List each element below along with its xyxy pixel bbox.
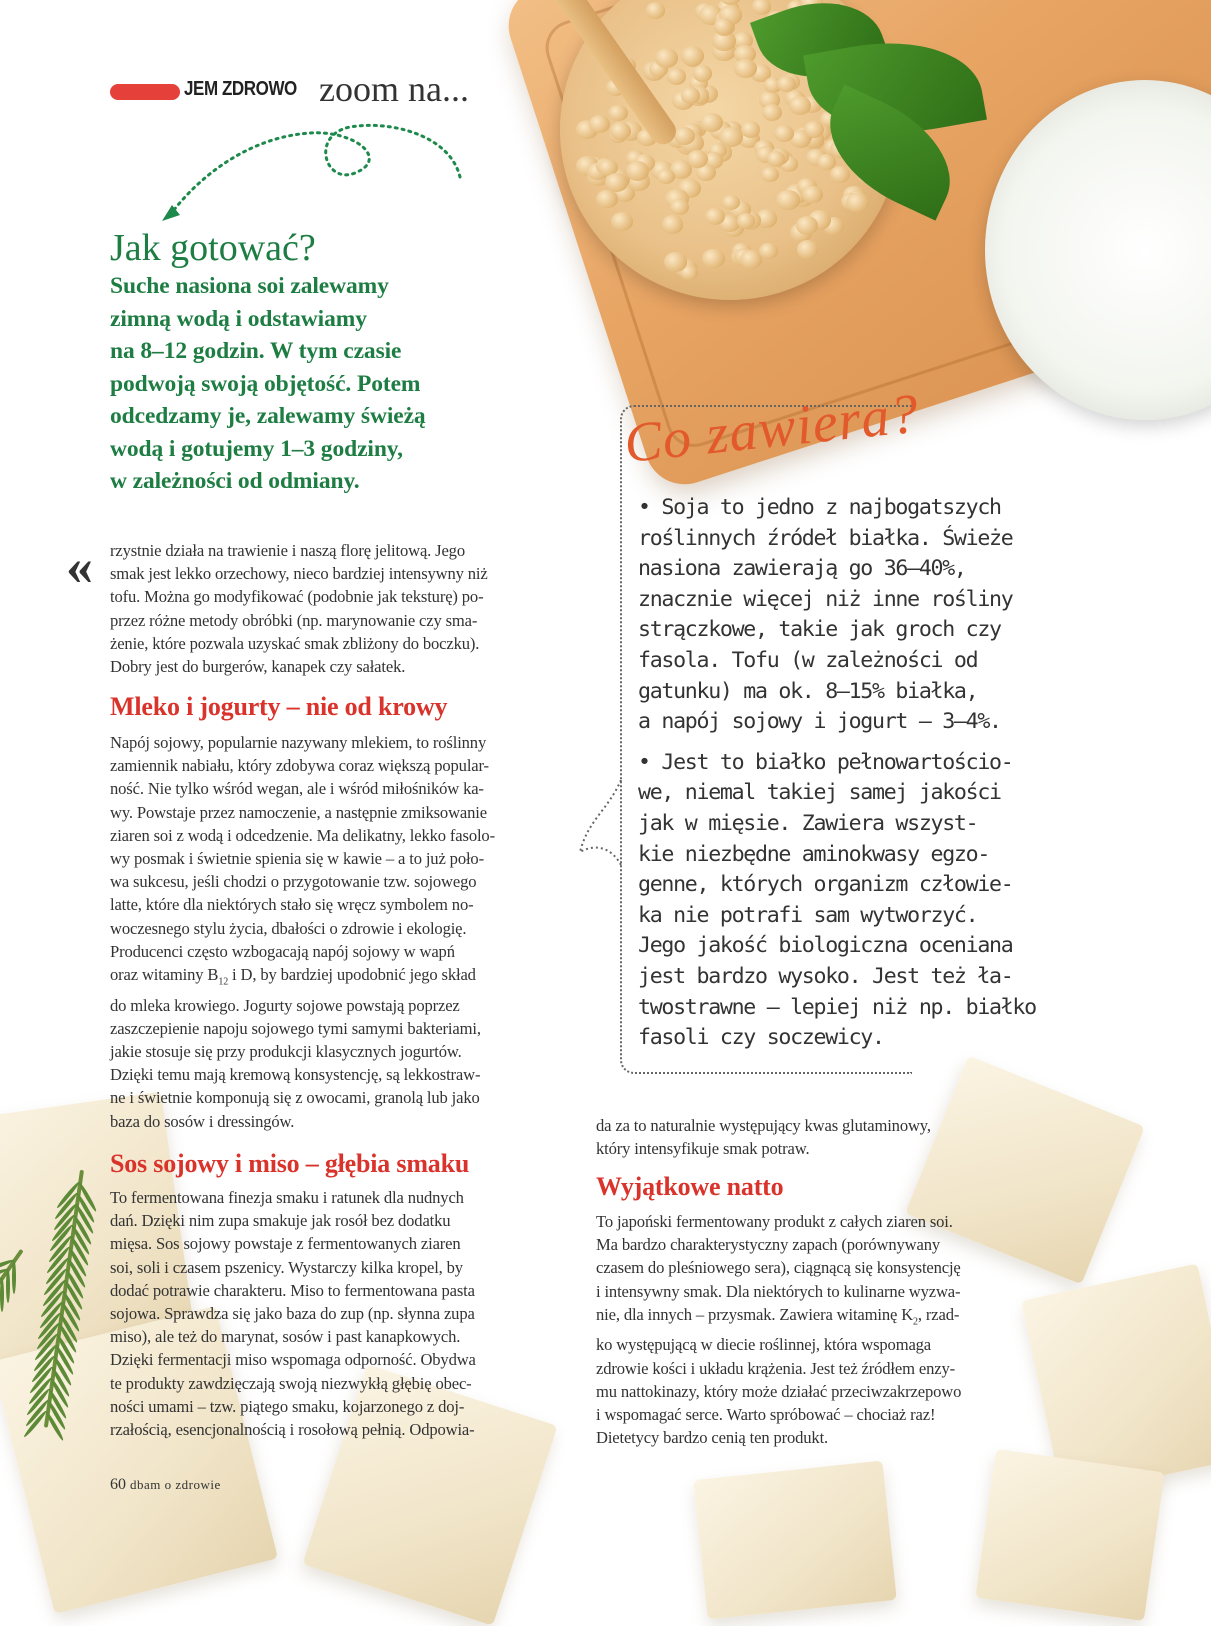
text-line: i wspomagać serce. Warto spróbować – chociaż raz! [596,1404,936,1424]
right-column-natto-text [596,1210,1066,1449]
text-line: mu nattokinazy, który może działać przeciwzakrzepowo [596,1381,962,1401]
intro-line: zimną wodą i odstawiamy [110,305,367,332]
box-line: Jego jakość biologiczna oceniana [638,933,1013,959]
soybean-image [846,193,869,212]
section-heading-milk: Mleko i jogurty – nie od krowy [110,692,448,721]
soybean-image [626,161,649,181]
soybean-image [714,18,734,35]
text-line: ziaren soi z wodą i odcedzenie. Ma delikatny, lekko fasolo- [110,825,495,845]
soybean-image [664,252,688,272]
text-line: te produkty zawdzięczają swoją niezwykłą głębię obec- [110,1373,472,1393]
box-line: ka nie potrafi sam wytworzyć. [638,902,978,928]
text-line: który intensyfikuje smak potraw. [596,1139,810,1159]
section-heading-natto: Wyjątkowe natto [596,1172,784,1201]
soybean-image [681,87,701,104]
text-line: ność. Nie tylko wśród wegan, ale i wśród miłośników ka- [110,779,484,799]
text-line: ko występującą w diecie roślinnej, która wspomaga [596,1335,932,1355]
box-line: fasola. Tofu (w zależności od [638,647,978,673]
intro-title: Jak gotować? [110,227,316,269]
intro-line: podwoją swoją objętość. Potem [110,370,421,397]
text-line: ne i świetnie komponują się z owocami, granolą lub jako [110,1088,480,1108]
text-line: sojowa. Sprawdza się jako baza do zup (np. słynna zupa [110,1304,475,1324]
tofu-cube-image [693,1460,897,1619]
soybean-image [719,127,743,147]
text-line: wy. Powstaje przez namoczenie, a następnie zmiksowanie [110,802,487,822]
text-line: To fermentowana finezja smaku i ratunek dla nudnych [110,1188,464,1207]
box-line: roślinnych źródeł białka. Świeże [638,525,1013,551]
text-line: dodać potrawie charakteru. Miso to fermentowana pasta [110,1280,475,1300]
text-line: Dietetycy bardzo cenią ten produkt. [596,1428,829,1448]
intro-line: odcedzamy je, zalewamy świeżą [110,403,426,429]
text-line: Dobry jest do burgerów, kanapek czy sałatek. [110,657,406,677]
intro-line: wodą i gotujemy 1–3 godziny, [110,435,403,462]
text-line: latte, które dla niektórych stało się wręcz symbolem no- [110,895,474,915]
soybean-image [759,243,778,259]
vitamin-subscript: 12 [218,976,229,988]
box-line: nasiona zawierają go 36–40%, [638,556,966,582]
text-line: zdrowie kości i układu krążenia. Jest też źródłem enzy- [596,1358,955,1378]
soybean-image [608,105,627,121]
box-line: gatunku) ma ok. 8–15% białka, [638,678,978,704]
left-column-opening [110,539,580,678]
soybean-image [667,68,686,85]
text-line: Napój sojowy, popularnie nazywany mlekiem, to roślinny [110,733,487,752]
soybean-image [662,215,683,233]
soybean-image [796,216,818,235]
text-line: miso), ale też do marynat, sosów i past kanapkowych. [110,1327,461,1347]
box-line: • Jest to białko pełnowartościo- [638,749,1013,775]
text-line: i intensywny smak. Dla niektórych to kulinarne wyzwa- [596,1281,961,1301]
section-heading-soy-sauce: Sos sojowy i miso – głębia smaku [110,1149,470,1178]
section-color-bar [110,84,180,100]
text-line: dań. Dzięki nim zupa smakuje jak rosół bez dodatku [110,1211,451,1231]
nutrition-box-title: Co zawiera? [621,382,922,476]
text-line: Producenci często wzbogacają napój sojowy w wapń [110,941,455,961]
soybean-image [789,96,811,115]
soybean-image [700,113,723,132]
soybean-image [776,190,800,210]
soybean-image [687,150,708,168]
section-subtitle: zoom na... [319,69,469,109]
text-line: mięsa. Sos sojowy powstaje z fermentowanych ziaren [110,1234,461,1254]
box-line: jak w mięsie. Zawiera wszyst- [638,810,978,836]
text-line: nie, dla innych – przysmak. Zawiera witaminę $K_2$, rzad- [596,1304,960,1328]
section-label: JEM ZDROWO [184,78,297,100]
page-number: 60 [110,1476,126,1493]
text-line: soi, soli i czasem pszenicy. Wystarczy kilka kropel, by [110,1257,463,1277]
text-line: oraz witaminy $B_{12}$ i D, by bardziej upodobnić jego skład [110,965,476,988]
text-line: smak jest lekko orzechowy, nieco bardziej intensywny niż [110,564,488,584]
box-line: fasoli czy soczewicy. [638,1025,884,1051]
text-line: rzystnie działa na trawienie i naszą florę jelitową. Jego [110,541,465,560]
soybean-image [674,127,695,145]
text-line: do mleka krowiego. Jogurty sojowe powstają poprzez [110,995,460,1015]
soybean-image [797,240,819,258]
text-line: żenie, które pozwala uzyskać smak zbliżony do boczku). [110,633,480,653]
box-line: twostrawne – lepiej niż np. białko [638,994,1036,1020]
soybean-image [681,46,704,65]
text-line: czasem do pleśniowego sera), ciągnącą się konsystencję [596,1258,961,1278]
intro-line: na 8–12 godzin. W tym czasie [110,338,402,364]
box-paragraph [638,748,1058,1054]
box-line: kie niezbędne aminokwasy egzo- [638,841,990,867]
soybean-image [741,121,760,137]
text-line: da za to naturalnie występujący kwas glutaminowy, [596,1116,931,1135]
text-line: tofu. Można go modyfikować (podobnie jak teksturę) po- [110,587,484,607]
tofu-cube-image [975,1449,1164,1621]
intro-line: w zależności od odmiany. [110,468,360,494]
soybean-image [734,59,757,78]
soybean-image [761,167,779,182]
continuation-chevron-icon: « [66,536,93,596]
text-line: zamiennik nabiału, który zdobywa coraz większą popular- [110,756,489,776]
vitamin-subscript: 2 [913,1316,918,1328]
box-line: genne, których organizm człowie- [638,872,1013,898]
text-line: Dzięki fermentacji miso wspomaga odporność. Obydwa [110,1350,476,1370]
rosemary-needle-image [0,1278,4,1312]
page-folio [110,1476,221,1494]
soybean-image [737,213,755,228]
soybean-image [804,121,824,138]
soybean-image [830,166,850,183]
soybean-image [702,249,725,269]
soybean-image [774,125,794,142]
text-line: wy posmak i świetnie spienia się w kawie – a to już poło- [110,849,484,869]
box-line: strączkowe, takie jak groch czy [638,617,1001,643]
text-line: jakie stosuje się przy produkcji klasycznych jogurtów. [110,1041,462,1061]
intro-text [110,270,510,498]
soybean-image [646,2,665,18]
box-line: • Soja to jedno z najbogatszych [638,495,1001,520]
magazine-name: dbam o zdrowie [130,1477,221,1492]
text-line: przez różne metody obróbki (np. marynowanie czy sma- [110,610,478,630]
soybean-image [655,48,678,68]
text-line: baza do sosów i dressingów. [110,1111,295,1131]
soybean-image [693,65,712,81]
text-line: zaszczepienie napoju sojowego tymi samymi bakteriami, [110,1018,481,1038]
left-column-soy-sauce-text [110,1186,580,1441]
box-line: a napój sojowy i jogurt – 3–4%. [638,709,1001,735]
soybean-image [767,151,785,166]
right-column-continuation [596,1114,1066,1160]
text-line: woczesnego stylu życia, dbałości o zdrowie i ekologię. [110,918,467,938]
text-line: Dzięki temu mają kremową konsystencję, są lekkostraw- [110,1065,481,1085]
left-column-milk-text [110,731,580,1133]
text-line: wa sukcesu, jeśli chodzi o przygotowanie tzw. sojowego [110,872,477,892]
soybean-image [802,186,823,203]
box-line: znacznie więcej niż inne rośliny [638,586,1013,612]
box-line: we, niemal takiej samej jakości [638,780,1001,806]
soybean-image [777,76,796,92]
intro-line: Suche nasiona soi zalewamy [110,273,389,299]
dotted-arrow-icon [150,115,480,235]
speech-bubble-tail-icon [578,780,628,870]
text-line: rzałością, esencjonalnością i rosołową pełnią. Odpowia- [110,1420,475,1440]
text-line: Ma bardzo charakterystyczny zapach (porównywany [596,1235,941,1255]
box-line: jest bardzo wysoko. Jest też ła- [638,963,1013,989]
text-line: ności umami – tzw. piątego smaku, kojarzonego z doj- [110,1396,465,1416]
text-line: To japoński fermentowany produkt z całych ziaren soi. [596,1212,953,1231]
nutrition-box-text [638,493,1058,1064]
box-paragraph [638,493,1058,738]
soybean-image [610,122,631,140]
soybean-image [596,190,617,208]
